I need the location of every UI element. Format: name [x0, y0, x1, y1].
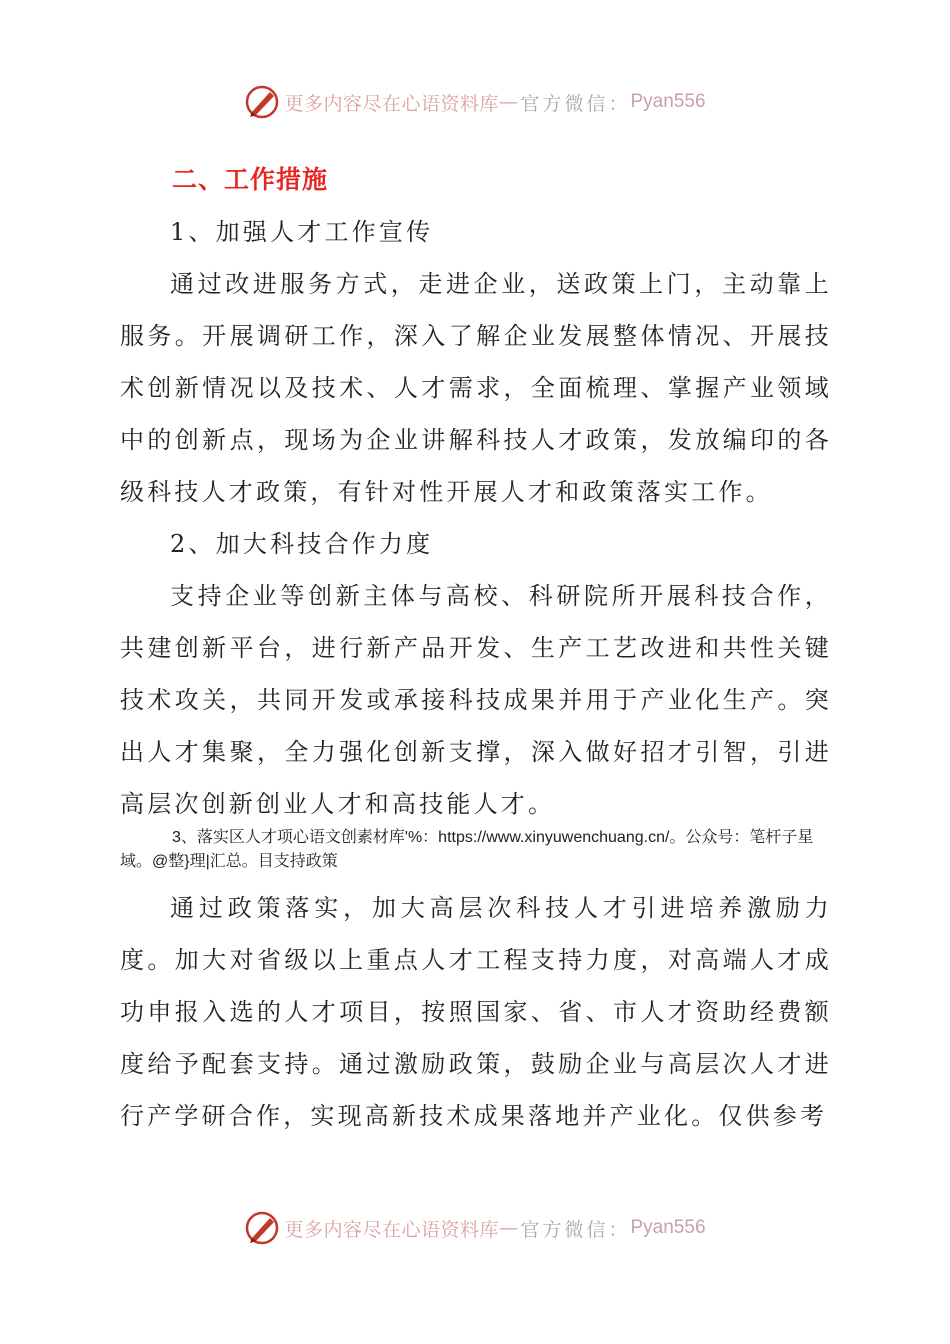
banner-wechat-id: Pyan556 [630, 91, 706, 112]
banner-dash: — [498, 1217, 519, 1239]
pen-logo-icon [244, 1210, 280, 1246]
item1-body: 通过改进服务方式，走进企业，送政策上门，主动靠上服务。开展调研工作，深入了解企业发展整体情况、开展技术创新情况以及技术、人才需求，全面梳理、掌握产业领域中的创新点，现场为企业讲解科技人才政策，发放编印的各级科技人才政策，有针对性开展人才和政策落实工作。 [120, 270, 832, 506]
banner-wechat-label: 官方微信： [520, 92, 631, 115]
banner-wechat-id: Pyan556 [630, 1217, 706, 1238]
banner-text: 更多内容尽在心语资料库 [284, 1218, 499, 1241]
footer-watermark [0, 1210, 950, 1246]
item1-heading: 1、加强人才工作宣传 [170, 218, 434, 246]
banner-text: 更多内容尽在心语资料库 [284, 92, 499, 115]
item3-heading-watermark-noise: 3、落实区人才项心语文创素材库'%：https://www.xinyuwenchuang.cn/。公众号：笔杆子星域。@整}理|汇总。目支持政策 [120, 829, 814, 870]
item2-body: 支持企业等创新主体与高校、科研院所开展科技合作，共建创新平台，进行新产品开发、生产工艺改进和共性关键技术攻关，共同开发或承接科技成果并用于产业化生产。突出人才集聚，全力强化创新支撑，深入做好招才引智，引进高层次创新创业人才和高技能人才。 [120, 582, 832, 818]
banner-wechat-label: 官方微信： [520, 1218, 631, 1241]
item2-heading: 2、加大科技合作力度 [170, 530, 434, 558]
section-title: 二、工作措施 [172, 165, 329, 194]
item3-body: 通过政策落实，加大高层次科技人才引进培养激励力度。加大对省级以上重点人才工程支持力度，对高端人才成功申报入选的人才项目，按照国家、省、市人才资助经费额度给予配套支持。通过激励政策，鼓励企业与高层次人才进行产学研合作，实现高新技术成果落地并产业化。仅供参考 [120, 894, 832, 1130]
pen-logo-icon [244, 84, 280, 120]
banner-dash: — [498, 91, 519, 113]
header-watermark [0, 84, 950, 120]
